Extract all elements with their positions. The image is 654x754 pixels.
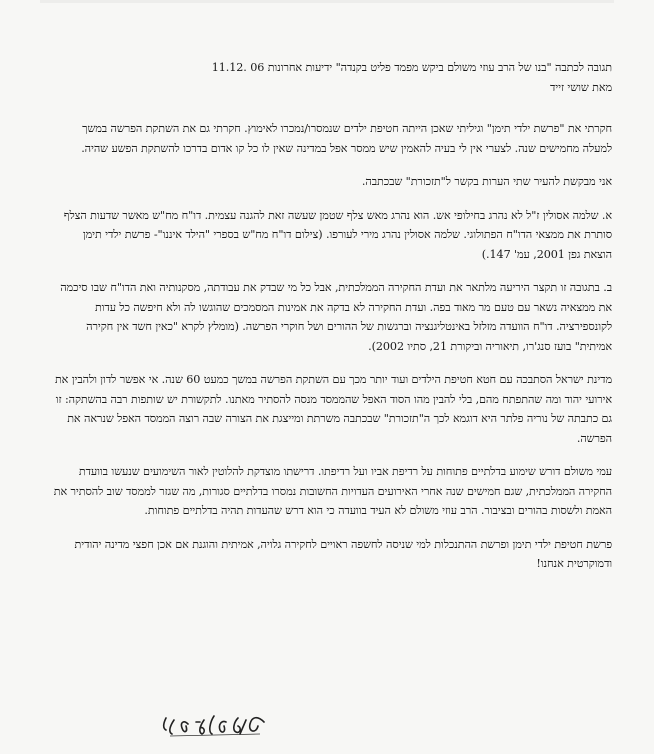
handwritten-signature	[160, 708, 270, 742]
paragraph-note-b: ב. בתגובה זו תקצר היריעה מלתאר את ועדת החקירה הממלכתית, אבל כל מי שבדק את עבודתה, מסקנותיה ואת הדו"ח שבו סיכמה את ממצאיה נשאר עם טעם מר מאוד בפה. ועדת החקירה לא בדקה את אמינות המסמכים שהוגשו לה ולא חיפשה כל עדות לקונספירציה. דו"ח הוועדה מזלזל באינטליגנציה וברגשות של ההורים ושל חוקרי הפרשה. (מומלץ לקרא "כאין חשד אין חקירה אמיתית" בועז סנג'רו, תיאוריה וביקורת 21, סתיו 2002).	[60, 281, 612, 353]
letter-author: מאת שושי זייד	[550, 80, 612, 94]
letter-body	[52, 58, 612, 574]
paragraph-state-cover-up: מדינת ישראל הסתבכה עם חטא חטיפת הילדים ועוד יותר מכך עם השתקת הפרשה במשך כמעט 60 שנה. אי אפשר לדון ולהבין את אירועי יהוד ומה שהתפתח מהם, בלי להבין מהו הסוד האפל שהממסד מנסה להסתיר מאתנו. לתקשורת יש שותפות רבה בהשתקה: זו גם כתבתה של נוריה פלתר היא דוגמא לכך ה"תזכורת" שבכתבה משרתת ומייצגת את הצורה שבה רוצה הממסד האפל שנראה את הפרשה.	[54, 373, 612, 445]
paragraph-request: אני מבקשת להעיר שתי הערות בקשר ל"תזכורת" שבכתבה.	[361, 175, 612, 188]
paragraph-intro: חקרתי את "פרשת ילדי תימן" וגיליתי שאכן הייתה חטיפת ילדים שנמסרו/נמכרו לאימוץ. חקרתי גם את השתקת הפרשה במשך למעלה מחמישים שנה. לצערי אין לי בעיה להאמין שיש ממסר אפל במדינה שאין לו כל קו אדום בדרכו להשתקת הפשע שהיה.	[81, 122, 612, 155]
scan-edge	[40, 0, 614, 3]
paragraph-conclusion: פרשת חטיפת ילדי תימן ופרשת ההתנכלות למי שניסה לחשפה ראויים לחקירה גלויה, אמיתית והוגנת אם אכן חפצי מדינה יהודית ודמוקרטית אנחנו!	[74, 537, 612, 570]
paragraph-hearing-demand: עמי משולם דורש שימוע בדלתיים פתוחות על רדיפת אביו ועל רדיפתו. דרישתו מוצדקת להלוטין לאור השימועים שנעשו בוועדת החקירה הממלכתית, שגם חמישים שנה אחרי האירועים העדויות החשובות נמסרו בדלתיים סגורות, מה שגזר לממסד שוב להסתיר את האמת ולשסות בהורים ובציבור. הרב עוזי משולם לא העיד בוועדה כי הוא דרש שהעדות תהיה בדלתיים פתוחות.	[53, 465, 612, 517]
paragraph-note-a: א. שלמה אסולין ז"ל לא נהרג בחילופי אש. הוא נהרג מאש צלף שטמן שעשה זאת להגנה עצמית. דו"ח מח"ש מאשר שדעות הצלף סותרת את ממצאי הדו"ח הפתולוגי. שלמה אסולין נהרג מירי לעורפו. (צילום דו"ח מח"ש בספרי "הילד איננו"- פרשת ילדי תימן הוצאת גפן 2001, עמ' 147.)	[63, 208, 612, 261]
signature-scribble	[160, 708, 270, 742]
letter-subject: תגובה לכתבה "בנו של הרב עוזי משולם ביקש מפמד פליט בקנדה" ידיעות אחרונות 06 .11.12	[211, 61, 612, 74]
